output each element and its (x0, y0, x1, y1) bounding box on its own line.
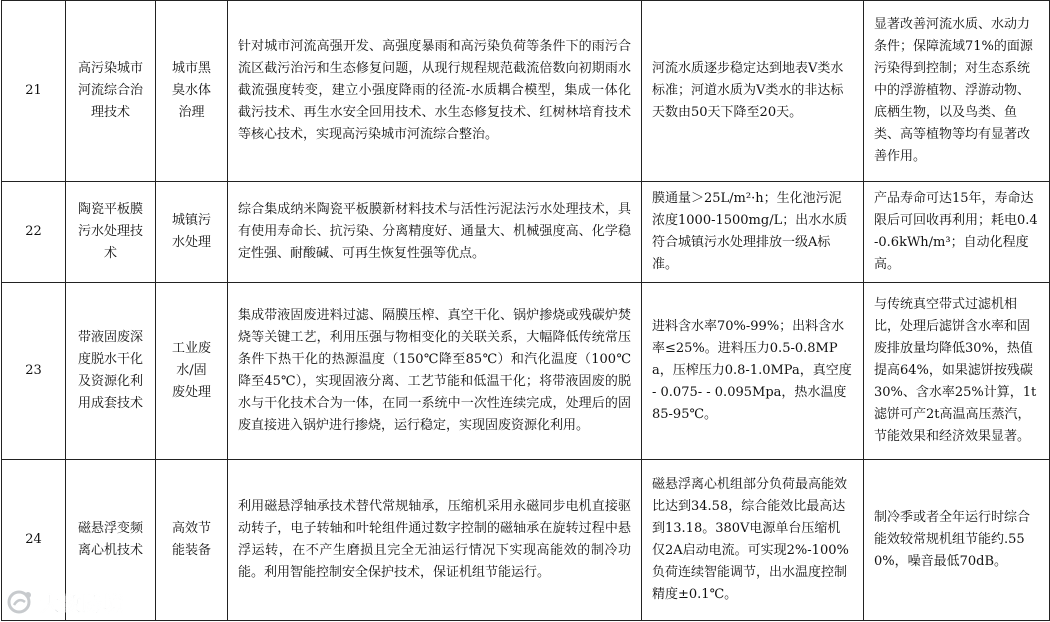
row-number: 21 (2, 1, 66, 182)
table-row (2, 1, 1050, 182)
technology-description: 集成带液固废进料过滤、隔膜压榨、真空干化、锅炉掺烧或残碳炉焚烧等关键工艺，利用压强与物相变化的关联关系，大幅降低传统常压条件下热干化的热源温度（150℃降至85℃）和汽化温度（100℃降至45℃），实现固液分离、工艺节能和低温干化；将带液固废的脱水与干化技术合为一体，在同一系统中一次性连续完成，处理后的固废直接进入锅炉进行掺烧，运行稳定，实现固废资源化利用。 (228, 283, 642, 460)
technical-indicators: 河流水质逐步稳定达到地表Ⅴ类水标准；河道水质为Ⅴ类水的非达标天数由50天下降至20天。 (642, 1, 864, 182)
technology-description: 针对城市河流高强开发、高强度暴雨和高污染负荷等条件下的雨污合流区截污治污和生态修复问题，从现行规程规范截流倍数向初期雨水截流强度转变，建立小强度降雨的径流-水质耦合模型，集成一体化截污技术、再生水安全回用技术、水生态修复技术、红树林培育技术等核心技术，实现高污染城市河流综合整治。 (228, 1, 642, 182)
application-effects: 与传统真空带式过滤机相比，处理后滤饼含水率和固废排放量均降低30%，热值提高64%，如果滤饼按残碳30%、含水率25%计算，1t滤饼可产2t高温高压蒸汽，节能效果和经济效果显著。 (864, 283, 1050, 460)
technology-name: 带液固废深度脱水干化及资源化利用成套技术 (66, 283, 156, 460)
technology-name: 高污染城市河流综合治理技术 (66, 1, 156, 182)
application-effects: 制冷季或者全年运行时综合能效较常规机组节能约.550%，噪音最低70dB。 (864, 460, 1050, 621)
application-field: 工业废水/固废处理 (156, 283, 228, 460)
row-number: 22 (2, 182, 66, 283)
table-row (2, 460, 1050, 621)
watermark-text: 大数跨境 (40, 591, 124, 616)
technology-name: 磁悬浮变频离心机技术 (66, 460, 156, 621)
technical-indicators: 膜通量＞25L/m²·h；生化池污泥浓度1000-1500mg/L；出水水质符合城镇污水处理排放一级A标准。 (642, 182, 864, 283)
technology-description: 利用磁悬浮轴承技术替代常规轴承，压缩机采用永磁同步电机直接驱动转子，电子转轴和叶轮组件通过数字控制的磁轴承在旋转过程中悬浮运转，在不产生磨损且完全无油运行情况下实现高能效的制冷功能。利用智能控制安全保护技术，保证机组节能运行。 (228, 460, 642, 621)
application-effects: 显著改善河流水质、水动力条件；保障流域71%的面源污染得到控制；对生态系统中的浮游植物、浮游动物、底栖生物，以及鸟类、鱼类、高等植物等均有显著改善作用。 (864, 1, 1050, 182)
application-field: 城市黑臭水体治理 (156, 1, 228, 182)
brand-logo-icon (6, 589, 36, 615)
technology-description: 综合集成纳米陶瓷平板膜新材料技术与活性污泥法污水处理技术，具有使用寿命长、抗污染、分离精度好、通量大、机械强度高、化学稳定性强、耐酸碱、可再生恢复性强等优点。 (228, 182, 642, 283)
technology-name: 陶瓷平板膜污水处理技术 (66, 182, 156, 283)
table-row (2, 182, 1050, 283)
application-effects: 产品寿命可达15年，寿命达限后可回收再利用；耗电0.4-0.6kWh/m³；自动化程度高。 (864, 182, 1050, 283)
technical-indicators: 磁悬浮离心机组部分负荷最高能效比达到34.58，综合能效比最高达到13.18。380V电源单台压缩机仅2A启动电流。可实现2%-100%负荷连续智能调节，出水温度控制精度±0.1℃。 (642, 460, 864, 621)
application-field: 高效节能装备 (156, 460, 228, 621)
application-field: 城镇污水处理 (156, 182, 228, 283)
table-row (2, 283, 1050, 460)
row-number: 23 (2, 283, 66, 460)
technical-indicators: 进料含水率70%-99%；出料含水率≤25%。进料压力0.5-0.8MPa，压榨压力0.8-1.0MPa，真空度 - 0.075- - 0.095Mpa，热水温度85-95℃。 (642, 283, 864, 460)
technology-table (1, 0, 1050, 621)
row-number: 24 (2, 460, 66, 621)
watermark (6, 588, 124, 616)
